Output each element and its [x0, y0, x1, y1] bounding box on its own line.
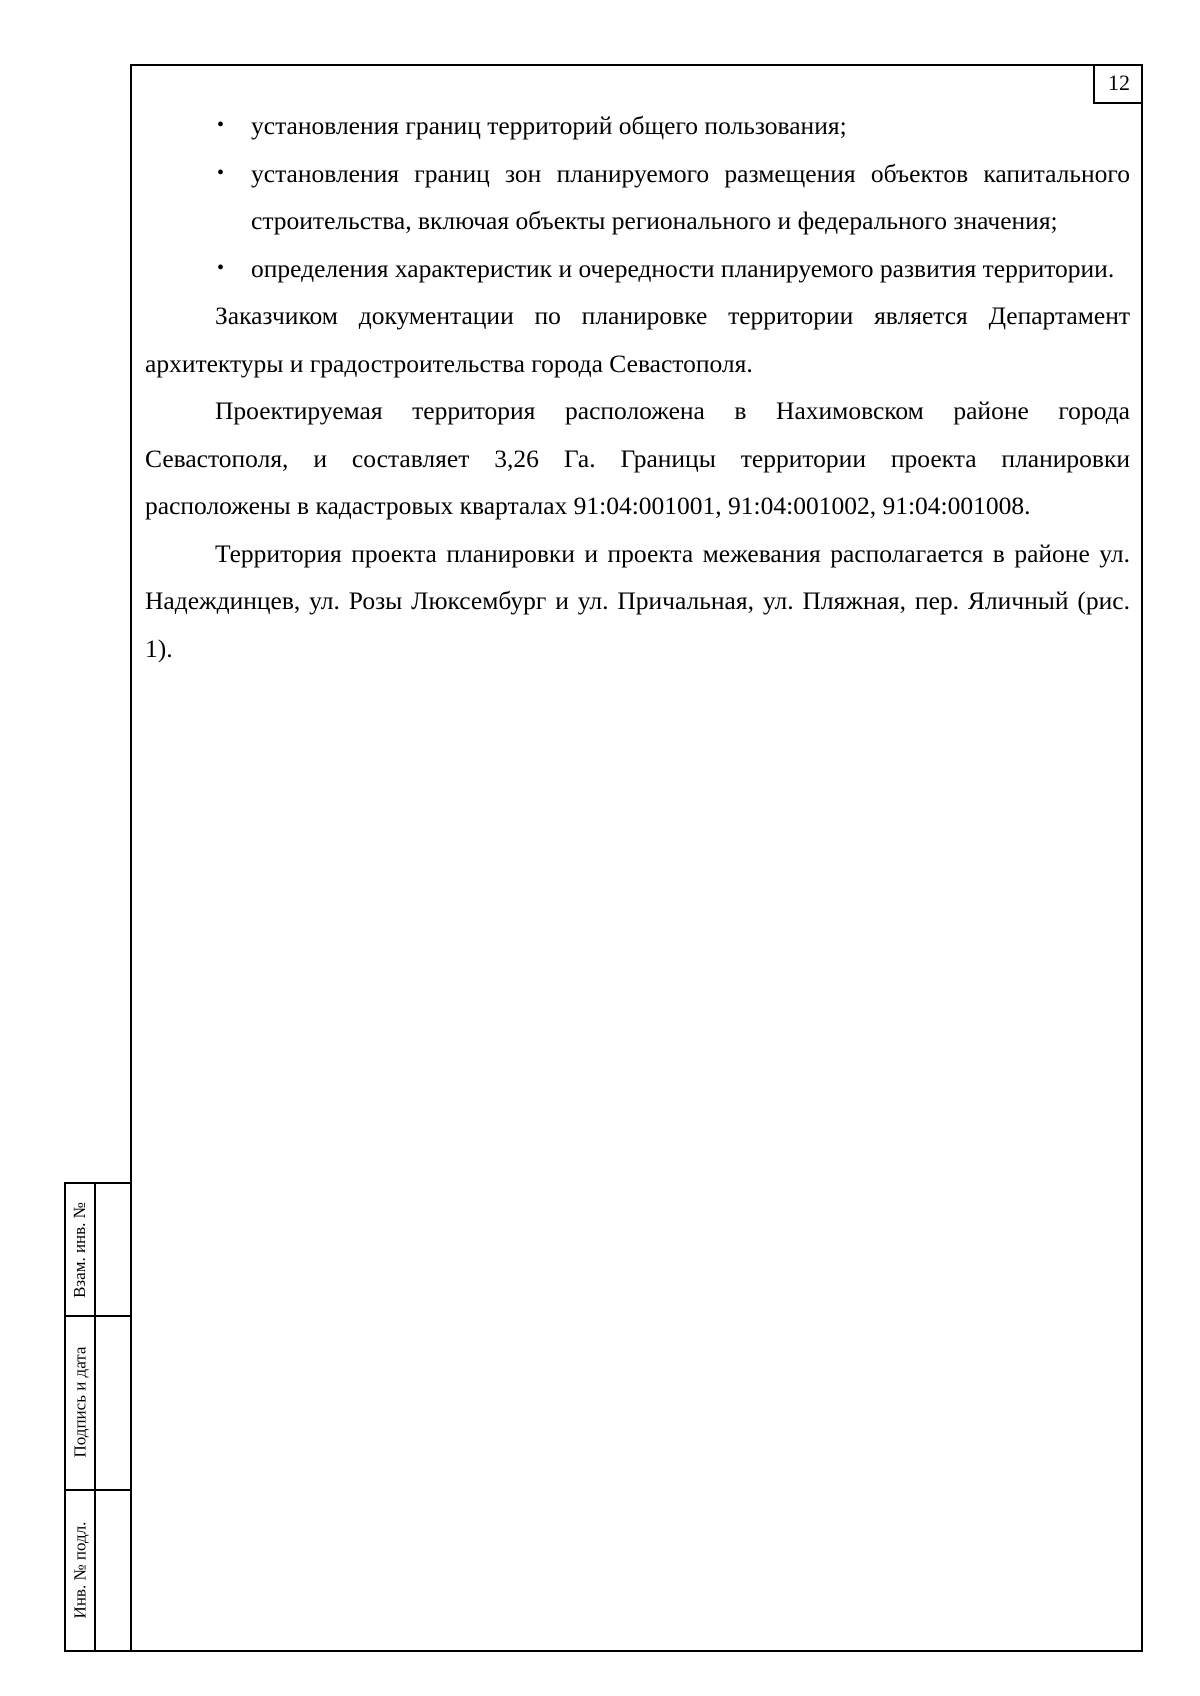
bullet-icon: • — [217, 256, 225, 279]
list-item — [145, 245, 1130, 293]
document-body — [145, 102, 1130, 672]
side-stamp-podpis-data — [66, 1315, 94, 1489]
list-item — [145, 150, 1130, 245]
side-stamp-vzam-inv-text: Взам. инв. № — [70, 1201, 89, 1298]
side-stamp-column-divider — [94, 1184, 96, 1650]
bullet-icon: • — [217, 161, 225, 184]
bullet-icon: • — [217, 114, 225, 136]
side-stamp-table — [64, 1182, 132, 1652]
paragraph: Территория проекта планировки и проекта межевания располагается в районе ул. Надеждинцев, ул. Розы Люксембург и ул. Причальная, ул. Пляжная, пер. Яличный (рис. 1). — [145, 538, 1130, 663]
side-stamp-inv-podl — [66, 1489, 94, 1650]
page-number-text: 12 — [1108, 70, 1130, 95]
side-stamp-podpis-data-text: Подпись и дата — [70, 1346, 89, 1458]
side-stamp-vzam-inv — [66, 1184, 94, 1315]
paragraph: Заказчиком документации по планировке территории является Департамент архитектуры и градостроительства города Севастополя. — [145, 301, 1130, 378]
list-item-text: определения характеристик и очередности планируемого развития территории. — [251, 253, 1115, 283]
list-item-text: установления границ территорий общего пользования; — [251, 111, 847, 140]
list-item-text: установления границ зон планируемого размещения объектов капитального строительства, включая объекты регионального и федерального значения; — [251, 158, 1130, 235]
side-stamp-inv-podl-text: Инв. № подл. — [70, 1521, 89, 1618]
paragraph: Проектируемая территория расположена в Нахимовском районе города Севастополя, и составляет 3,26 Га. Границы территории проекта планировки расположены в кадастровых кварталах 91:04:001001, 91:04:001002, 91:04:001008. — [145, 396, 1130, 520]
page-number — [1093, 64, 1143, 104]
bullet-list — [145, 102, 1130, 292]
list-item — [145, 102, 1130, 150]
